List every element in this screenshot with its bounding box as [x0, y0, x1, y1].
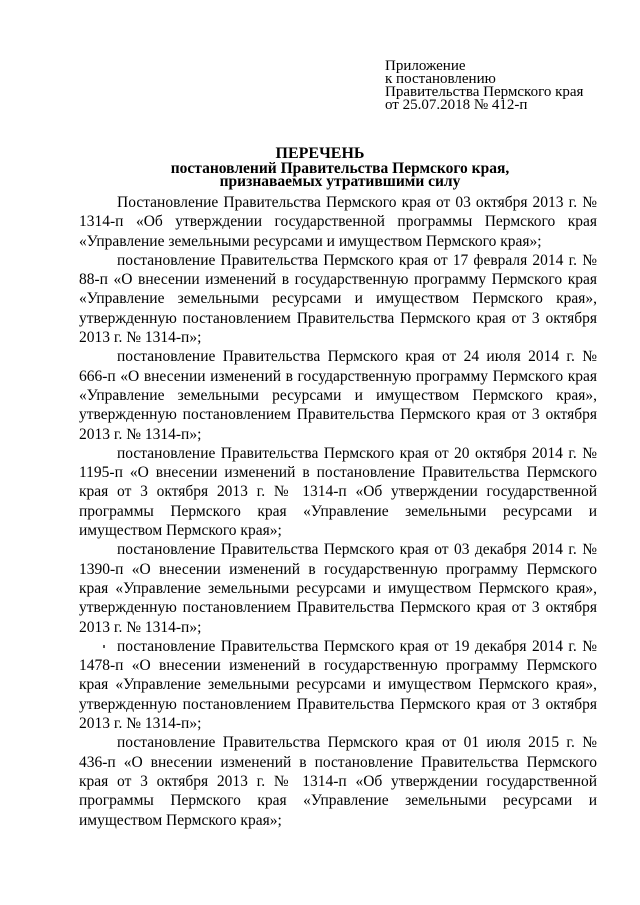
scan-speck — [103, 645, 105, 648]
document-body — [79, 193, 597, 830]
list-item: постановление Правительства Пермского края от 19 декабря 2014 г. № 1478-п «О внесении изменений в государственную программу Пермского края «Управление земельными ресурсами и имуществом Пермского края», утвержденную постановлением Правительства Пермского края от 3 октября 2013 г. № 1314-п»; — [79, 637, 597, 733]
appendix-line-2: к постановлению — [385, 71, 496, 87]
appendix-line-4: от 25.07.2018 № 412-п — [385, 97, 528, 113]
list-item: постановление Правительства Пермского края от 03 декабря 2014 г. № 1390-п «О внесении изменений в государственную программу Пермского края «Управление земельными ресурсами и имуществом Пермского края», утвержденную постановлением Правительства Пермского края от 3 октября 2013 г. № 1314-п»; — [79, 541, 597, 636]
document-title: ПЕРЕЧЕНЬ — [275, 145, 365, 162]
appendix-block — [385, 60, 583, 112]
appendix-line-1: Приложение — [385, 58, 466, 74]
list-item: постановление Правительства Пермского края от 17 февраля 2014 г. № 88-п «О внесении изменений в государственную программу Пермского края «Управление земельными ресурсами и имуществом Пермского края», утвержденную постановлением Правительства Пермского края от 3 октября 2013 г. № 1314-п»; — [79, 251, 597, 347]
list-item: постановление Правительства Пермского края от 01 июля 2015 г. № 436-п «О внесении изменений в постановление Правительства Пермского края от 3 октября 2013 г. № 1314-п «Об утверждении государственной программы Пермского края «Управление земельными ресурсами и имуществом Пермского края»; — [79, 734, 597, 829]
subtitle-line-1: постановлений Правительства Пермского края, — [170, 160, 510, 177]
list-item: постановление Правительства Пермского края от 20 октября 2014 г. № 1195-п «О внесении изменений в постановление Правительства Пермского края от 3 октября 2013 г. № 1314-п «Об утверждении государственной программы Пермского края «Управление земельными ресурсами и имуществом Пермского края»; — [79, 444, 597, 540]
appendix-line-3: Правительства Пермского края — [385, 84, 584, 100]
list-item: Постановление Правительства Пермского края от 03 октября 2013 г. № 1314-п «Об утверждении государственной программы Пермского края «Управление земельными ресурсами и имуществом Пермского края»; — [79, 194, 597, 250]
document-subtitle — [160, 153, 520, 188]
list-item: постановление Правительства Пермского края от 24 июля 2014 г. № 666-п «О внесении изменений в государственную программу Пермского края «Управление земельными ресурсами и имуществом Пермского края», утвержденную постановлением Правительства Пермского края от 3 октября 2013 г. № 1314-п»; — [79, 348, 597, 443]
subtitle-line-2: признаваемых утратившими силу — [219, 173, 461, 190]
